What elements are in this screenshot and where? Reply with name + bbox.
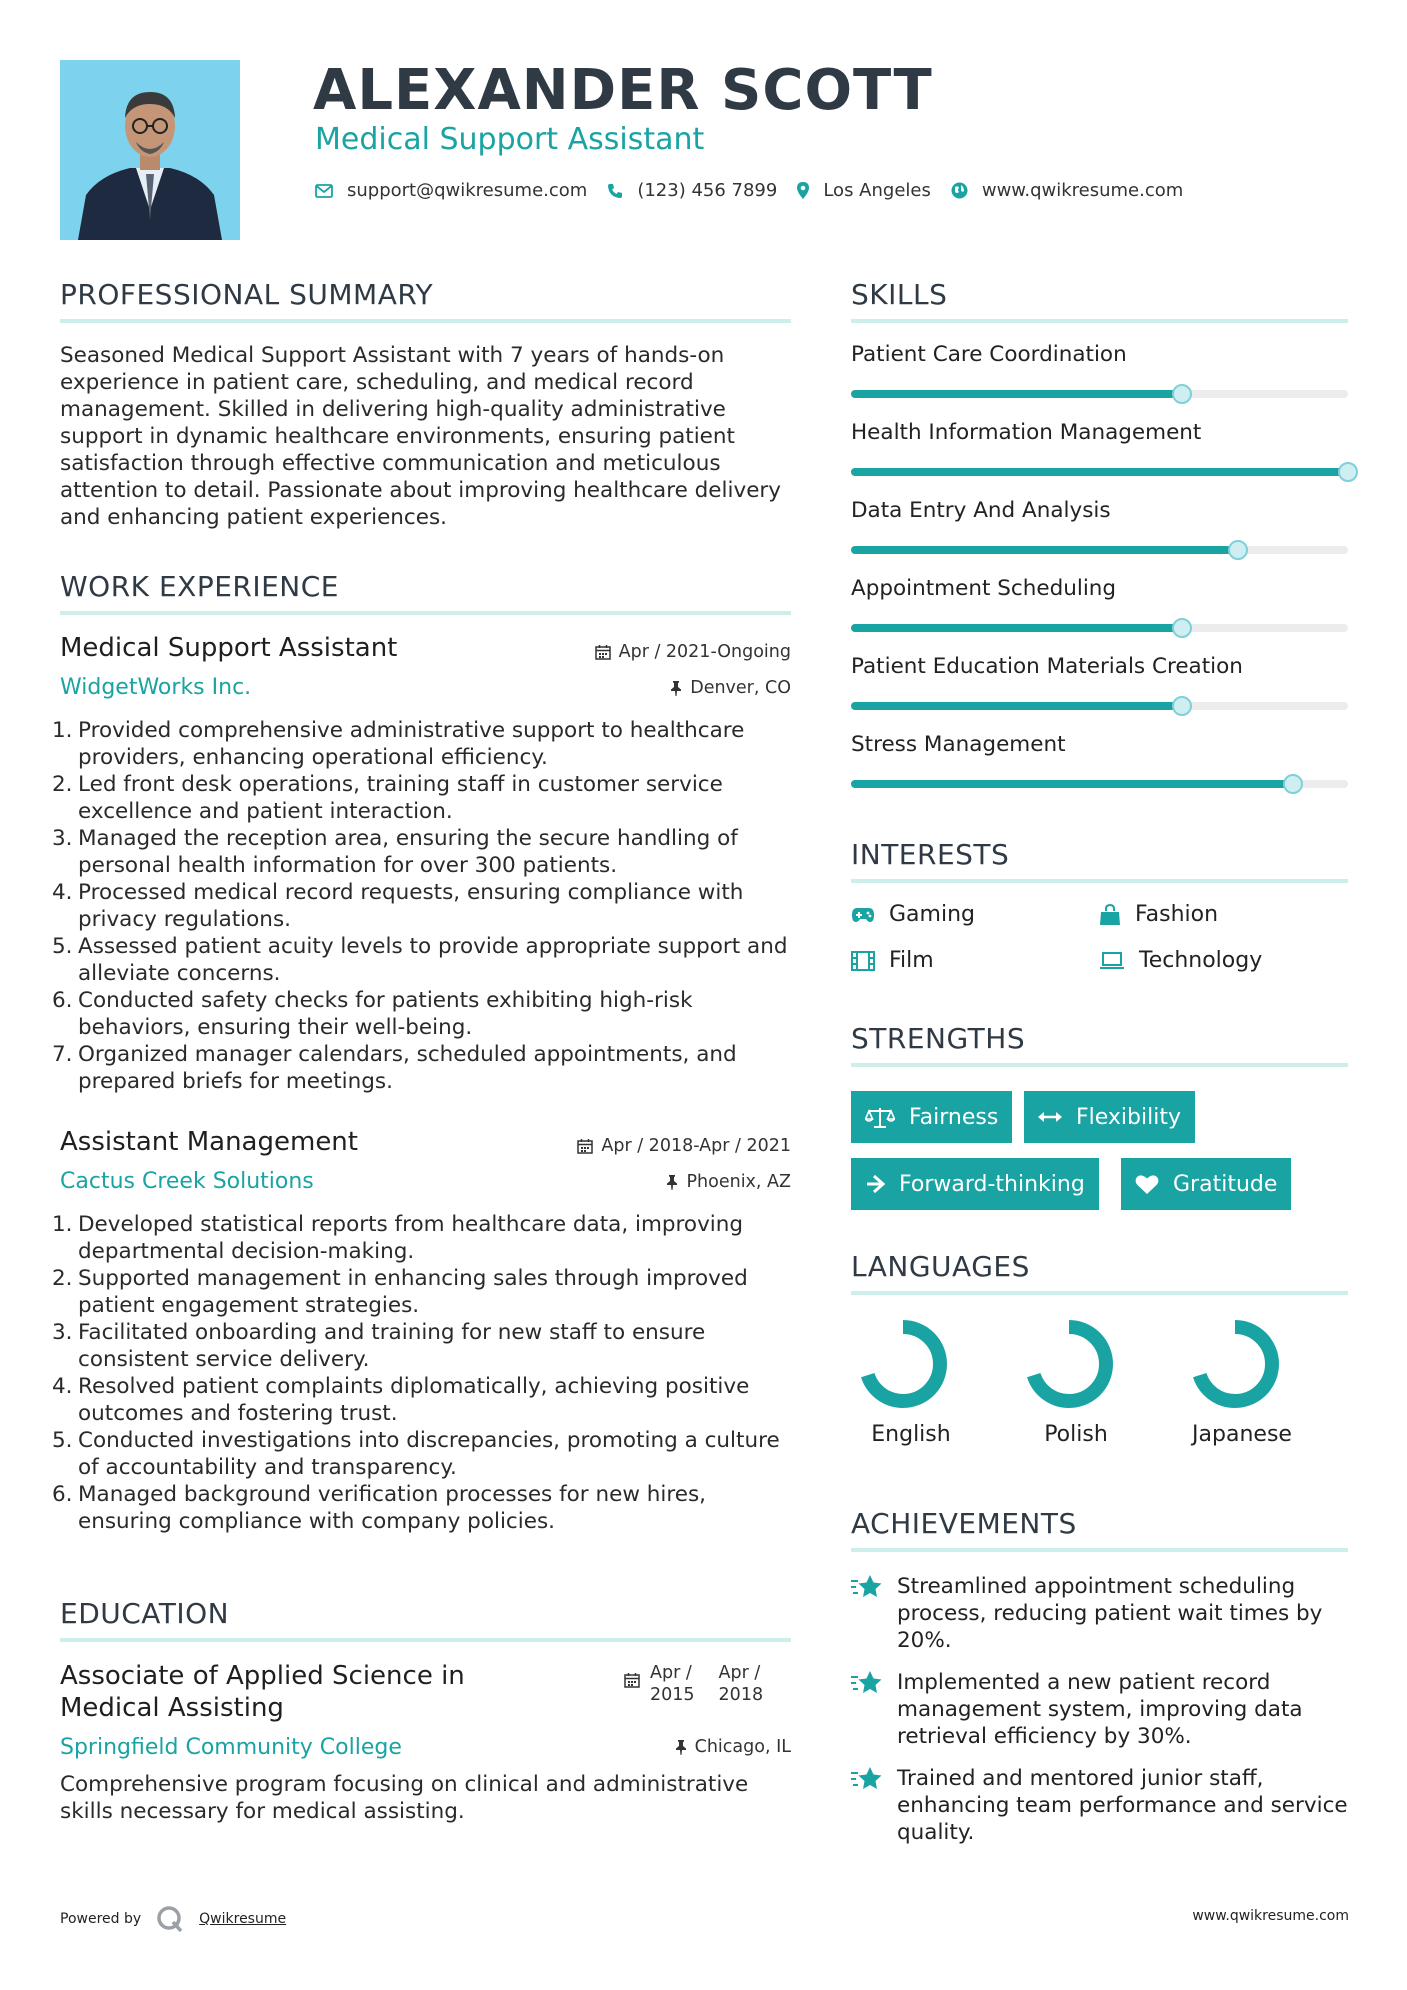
duty-text: Managed the reception area, ensuring the secure handling of personal health information for over 300 patients. xyxy=(78,826,738,878)
phone-icon xyxy=(607,183,623,199)
skill-bar-knob xyxy=(1338,462,1358,482)
degree-line-2: Medical Assisting xyxy=(60,1693,284,1723)
duty-text: Facilitated onboarding and training for new staff to ensure consistent service delivery. xyxy=(78,1320,706,1372)
strength-tag xyxy=(1121,1158,1291,1210)
job-title: Assistant Management xyxy=(60,1127,358,1157)
star-icon xyxy=(851,1766,883,1792)
list-item: 5. Assessed patient acuity levels to provide appropriate support and alleviate concerns. xyxy=(52,934,788,986)
powered-by-text: Powered by xyxy=(60,1911,142,1927)
start-month: Apr / xyxy=(650,1663,692,1683)
language-ring xyxy=(841,1318,981,1418)
company-name: Cactus Creek Solutions xyxy=(60,1169,314,1194)
skill-name: Health Information Management xyxy=(851,420,1202,445)
list-item: 1. Provided comprehensive administrative support to healthcare providers, enhancing operational efficiency. xyxy=(52,718,745,770)
job-dates-text: Apr / 2021-Ongoing xyxy=(618,642,791,662)
footer-powered-by xyxy=(60,1904,286,1934)
star-icon xyxy=(851,1670,883,1696)
envelope-icon xyxy=(315,184,333,198)
achievements-heading: ACHIEVEMENTS xyxy=(851,1507,1077,1540)
language-ring-arc xyxy=(866,1327,940,1401)
strength-tag xyxy=(851,1158,1099,1210)
degree-title xyxy=(60,1660,465,1724)
interest-label: Technology xyxy=(1139,948,1263,973)
language-name: English xyxy=(871,1422,951,1447)
duty-text: Conducted safety checks for patients exhibiting high-risk behaviors, ensuring their well-being. xyxy=(78,988,693,1040)
education-start xyxy=(650,1662,695,1706)
skill-bar-knob xyxy=(1172,618,1192,638)
gamepad-icon xyxy=(851,907,875,923)
summary-heading: PROFESSIONAL SUMMARY xyxy=(60,278,434,311)
interest-fashion xyxy=(1099,902,1218,927)
job-location-text: Denver, CO xyxy=(690,678,791,698)
film-icon xyxy=(851,951,875,971)
contact-email[interactable] xyxy=(315,180,587,201)
duty-text: Organized manager calendars, scheduled appointments, and prepared briefs for meetings. xyxy=(78,1042,737,1094)
phone-text: (123) 456 7899 xyxy=(637,180,778,201)
skill-bar-fill xyxy=(851,468,1348,476)
skill-bar xyxy=(851,702,1348,710)
language-ring xyxy=(1006,1318,1146,1418)
experience-divider xyxy=(60,611,791,615)
interest-technology xyxy=(1099,948,1262,973)
languages-divider xyxy=(851,1291,1348,1295)
skill-bar-fill xyxy=(851,390,1182,398)
job-location xyxy=(666,1172,791,1192)
job-dates xyxy=(595,642,791,662)
strength-label: Forward-thinking xyxy=(899,1171,1085,1197)
language-item xyxy=(841,1318,981,1447)
end-month: Apr / xyxy=(718,1663,761,1683)
achievement-text: Implemented a new patient record management system, improving data retrieval efficiency by 30%. xyxy=(897,1670,1303,1749)
qwikresume-logo-icon xyxy=(155,1904,185,1934)
language-ring xyxy=(1172,1318,1312,1418)
heart-icon xyxy=(1135,1174,1159,1195)
job-duties-list xyxy=(52,717,792,1095)
pushpin-icon xyxy=(675,1739,687,1755)
achievement-text: Streamlined appointment scheduling process, reducing patient wait times by 20%. xyxy=(897,1574,1323,1653)
contact-bar xyxy=(315,180,1203,201)
skill-bar-knob xyxy=(1172,384,1192,404)
duty-text: Provided comprehensive administrative support to healthcare providers, enhancing operational efficiency. xyxy=(78,718,745,770)
pushpin-icon xyxy=(666,1174,678,1190)
strength-label: Fairness xyxy=(909,1104,999,1130)
language-name: Polish xyxy=(1044,1422,1108,1447)
education-location-text: Chicago, IL xyxy=(694,1737,791,1757)
list-item: 1. Developed statistical reports from healthcare data, improving departmental decision-making. xyxy=(52,1212,744,1264)
skill-bar xyxy=(851,468,1348,476)
duty-text: Supported management in enhancing sales through improved patient engagement strategies. xyxy=(78,1266,748,1318)
job-location xyxy=(670,678,791,698)
skill-row xyxy=(851,498,1348,576)
language-name: Japanese xyxy=(1192,1422,1292,1447)
skill-name: Patient Education Materials Creation xyxy=(851,654,1243,679)
list-item: 3. Managed the reception area, ensuring the secure handling of personal health information for over 300 patients. xyxy=(52,826,738,878)
list-item: 6. Conducted safety checks for patients exhibiting high-risk behaviors, ensuring their well-being. xyxy=(52,988,693,1040)
company-name: WidgetWorks Inc. xyxy=(60,675,252,700)
skills-divider xyxy=(851,319,1348,323)
start-year: 2015 xyxy=(650,1685,695,1705)
website-text: www.qwikresume.com xyxy=(981,180,1184,201)
education-heading: EDUCATION xyxy=(60,1597,230,1630)
job-dates-text: Apr / 2018-Apr / 2021 xyxy=(601,1136,791,1156)
degree-line-1: Associate of Applied Science in xyxy=(60,1661,465,1691)
star-icon xyxy=(851,1574,883,1600)
duty-text: Assessed patient acuity levels to provide appropriate support and alleviate concerns. xyxy=(78,934,788,986)
job-dates xyxy=(577,1136,791,1156)
duty-text: Resolved patient complaints diplomatically, achieving positive outcomes and fostering trust. xyxy=(78,1374,750,1426)
languages-heading: LANGUAGES xyxy=(851,1250,1030,1283)
calendar-icon xyxy=(624,1672,640,1688)
skills-list xyxy=(851,342,1348,810)
duty-text: Processed medical record requests, ensuring compliance with privacy regulations. xyxy=(78,880,744,932)
skill-row xyxy=(851,420,1348,498)
portrait-image xyxy=(60,60,240,240)
calendar-icon xyxy=(595,644,611,660)
language-item xyxy=(1172,1318,1312,1447)
achievement-item xyxy=(851,1573,1351,1654)
interest-label: Film xyxy=(889,948,934,973)
strength-label: Flexibility xyxy=(1076,1104,1181,1130)
footer-url[interactable]: www.qwikresume.com xyxy=(1192,1908,1349,1924)
brand-link[interactable]: Qwikresume xyxy=(199,1911,287,1927)
arrow-right-icon xyxy=(865,1174,885,1194)
achievements-list xyxy=(851,1573,1351,1846)
skill-bar-knob xyxy=(1283,774,1303,794)
summary-divider xyxy=(60,319,791,323)
email-text: support@qwikresume.com xyxy=(347,180,588,201)
candidate-name: ALEXANDER SCOTT xyxy=(313,58,933,123)
achievement-item xyxy=(851,1765,1351,1846)
skills-heading: SKILLS xyxy=(851,278,948,311)
list-item: 4. Resolved patient complaints diplomatically, achieving positive outcomes and fostering trust. xyxy=(52,1374,750,1426)
skill-bar-knob xyxy=(1228,540,1248,560)
skill-bar xyxy=(851,624,1348,632)
list-item: 4. Processed medical record requests, ensuring compliance with privacy regulations. xyxy=(52,880,744,932)
strength-tag xyxy=(851,1091,1012,1143)
experience-heading: WORK EXPERIENCE xyxy=(60,570,339,603)
list-item: 3. Facilitated onboarding and training for new staff to ensure consistent service delivery. xyxy=(52,1320,706,1372)
duty-text: Developed statistical reports from healthcare data, improving departmental decision-making. xyxy=(78,1212,744,1264)
strength-tag xyxy=(1024,1091,1195,1143)
language-ring-arc xyxy=(1198,1327,1272,1401)
language-ring-arc xyxy=(1032,1327,1106,1401)
candidate-role: Medical Support Assistant xyxy=(315,122,705,157)
skill-bar-fill xyxy=(851,780,1293,788)
laptop-icon xyxy=(1099,952,1125,970)
calendar-icon xyxy=(577,1138,593,1154)
skill-bar-fill xyxy=(851,624,1182,632)
end-year: 2018 xyxy=(718,1685,764,1705)
duty-text: Conducted investigations into discrepancies, promoting a culture of accountability and transparency. xyxy=(78,1428,780,1480)
interests-divider xyxy=(851,879,1348,883)
achievement-item xyxy=(851,1669,1351,1750)
education-location xyxy=(675,1737,791,1757)
skill-bar xyxy=(851,780,1348,788)
list-item: 5. Conducted investigations into discrepancies, promoting a culture of accountability and transparency. xyxy=(52,1428,780,1480)
education-dates xyxy=(624,1662,763,1706)
contact-website[interactable] xyxy=(951,180,1183,201)
duty-text: Led front desk operations, training staff in customer service excellence and patient interaction. xyxy=(78,772,723,824)
list-item: 2. Supported management in enhancing sales through improved patient engagement strategies. xyxy=(52,1266,748,1318)
list-item: 6. Managed background verification processes for new hires, ensuring compliance with company policies. xyxy=(52,1482,706,1534)
skill-bar-fill xyxy=(851,702,1182,710)
skill-bar-knob xyxy=(1172,696,1192,716)
list-item: 2. Led front desk operations, training staff in customer service excellence and patient interaction. xyxy=(52,772,723,824)
interest-label: Fashion xyxy=(1135,902,1219,927)
list-item: 7. Organized manager calendars, scheduled appointments, and prepared briefs for meetings. xyxy=(52,1042,737,1094)
summary-text: Seasoned Medical Support Assistant with 7 years of hands-on experience in patient care, scheduling, and medical record management. Skilled in delivering high-quality administrative support in dynamic healthcare environments, ensuring patient satisfaction through effective communication and meticulous attention to detail. Passionate about improving healthcare delivery and enhancing patient experiences. xyxy=(60,343,781,530)
education-description: Comprehensive program focusing on clinical and administrative skills necessary for medical assisting. xyxy=(60,1772,749,1824)
profile-photo xyxy=(60,60,240,240)
school-name: Springfield Community College xyxy=(60,1735,402,1760)
skill-row xyxy=(851,576,1348,654)
skill-row xyxy=(851,732,1348,810)
skill-name: Stress Management xyxy=(851,732,1066,757)
interest-label: Gaming xyxy=(889,902,975,927)
achievement-text: Trained and mentored junior staff, enhancing team performance and service quality. xyxy=(897,1766,1348,1845)
interest-film xyxy=(851,948,934,973)
skill-row xyxy=(851,342,1348,420)
pushpin-icon xyxy=(670,680,682,696)
strength-label: Gratitude xyxy=(1173,1171,1278,1197)
achievements-divider xyxy=(851,1548,1348,1552)
contact-location xyxy=(797,180,931,201)
job-title: Medical Support Assistant xyxy=(60,633,398,663)
job-location-text: Phoenix, AZ xyxy=(686,1172,791,1192)
globe-icon xyxy=(951,182,968,199)
skill-bar-fill xyxy=(851,546,1238,554)
shopping-bag-icon xyxy=(1099,904,1121,926)
map-pin-icon xyxy=(797,182,809,199)
education-end xyxy=(719,1662,764,1706)
balance-scale-icon xyxy=(865,1106,895,1128)
education-divider xyxy=(60,1638,791,1642)
job-duties-list xyxy=(52,1211,792,1535)
strengths-heading: STRENGTHS xyxy=(851,1022,1026,1055)
skill-bar xyxy=(851,546,1348,554)
skill-name: Appointment Scheduling xyxy=(851,576,1117,601)
strengths-divider xyxy=(851,1063,1348,1067)
language-item xyxy=(1006,1318,1146,1447)
skill-name: Data Entry And Analysis xyxy=(851,498,1111,523)
interest-gaming xyxy=(851,902,975,927)
location-text: Los Angeles xyxy=(823,180,931,201)
skill-name: Patient Care Coordination xyxy=(851,342,1127,367)
interests-heading: INTERESTS xyxy=(851,838,1010,871)
arrows-horizontal-icon xyxy=(1038,1111,1062,1123)
skill-bar xyxy=(851,390,1348,398)
duty-text: Managed background verification processes for new hires, ensuring compliance with company policies. xyxy=(78,1482,706,1534)
skill-row xyxy=(851,654,1348,732)
contact-phone[interactable] xyxy=(607,180,777,201)
